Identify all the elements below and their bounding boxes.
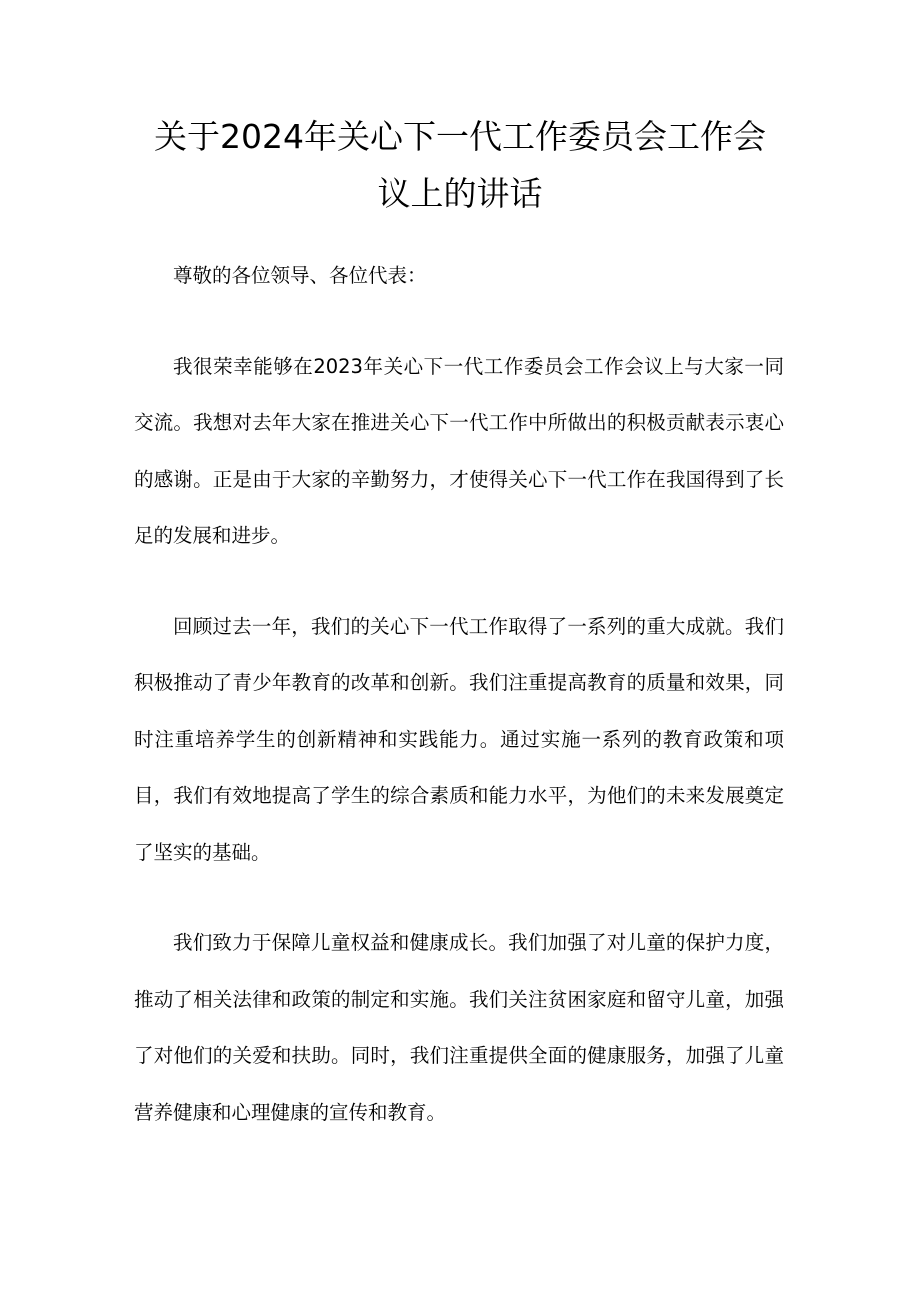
document-body [134, 248, 784, 1141]
title-line-1: 关于2024年关心下一代工作委员会工作会 [154, 117, 766, 156]
paragraph-2: 回顾过去一年，我们的关心下一代工作取得了一系列的重大成就。我们积极推动了青少年教育的改革和创新。我们注重提高教育的质量和效果，同时注重培养学生的创新精神和实践能力。通过实施一系列的教育政策和项目，我们有效地提高了学生的综合素质和能力水平，为他们的未来发展奠定了坚实的基础。 [134, 614, 784, 864]
document-title [130, 108, 790, 222]
salutation: 尊敬的各位领导、各位代表： [173, 264, 427, 287]
paragraph-3: 我们致力于保障儿童权益和健康成长。我们加强了对儿童的保护力度，推动了相关法律和政策的制定和实施。我们关注贫困家庭和留守儿童，加强了对他们的关爱和扶助。同时，我们注重提供全面的健康服务，加强了儿童营养健康和心理健康的宣传和教育。 [134, 931, 784, 1124]
title-line-2: 议上的讲话 [377, 174, 543, 213]
paragraph-1: 我很荣幸能够在2023年关心下一代工作委员会工作会议上与大家一同交流。我想对去年大家在推进关心下一代工作中所做出的积极贡献表示衷心的感谢。正是由于大家的辛勤努力，才使得关心下一代工作在我国得到了长足的发展和进步。 [134, 354, 784, 547]
